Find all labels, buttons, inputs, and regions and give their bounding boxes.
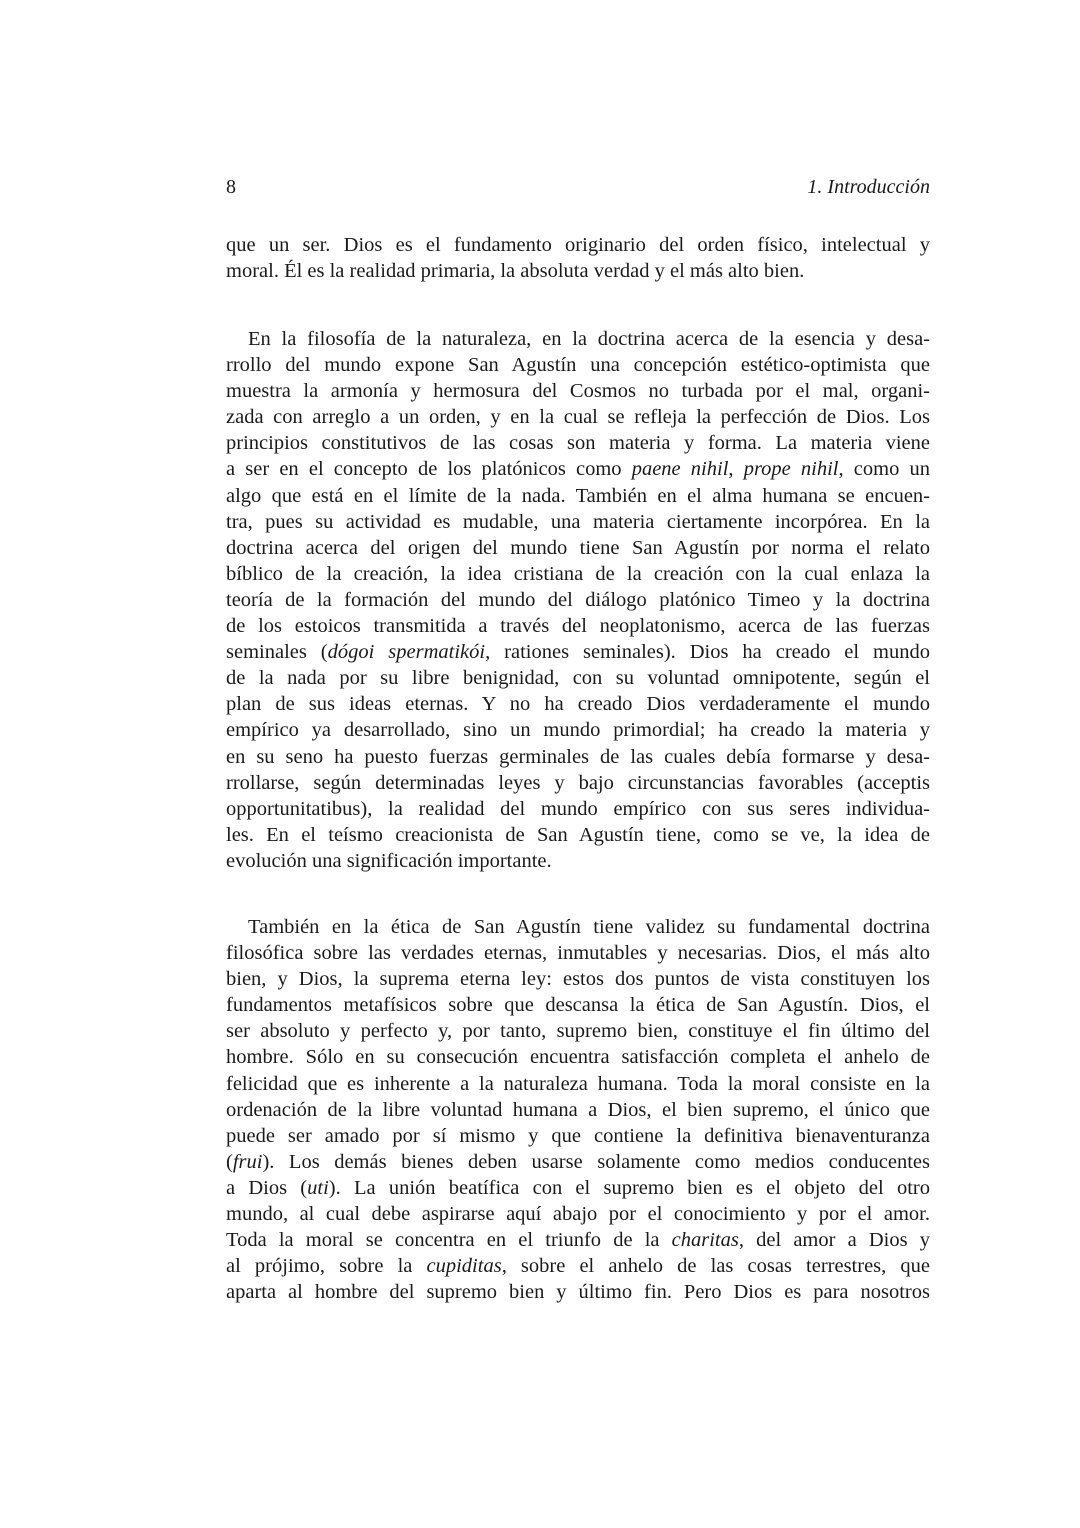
text-line — [226, 966, 930, 992]
text-run: ordenación de la libre voluntad humana a Dios, el bien supremo, el único que — [226, 1098, 930, 1121]
text-line — [226, 1097, 930, 1123]
text-run: de la nada por su libre benignidad, con su voluntad omnipotente, según el — [226, 667, 930, 690]
text-run: En la filosofía de la naturaleza, en la doctrina acerca de la esencia y desa- — [248, 328, 930, 350]
text-line — [226, 822, 930, 848]
text-run: ). La unión beatífica con el supremo bien es el objeto del otro — [328, 1176, 930, 1199]
text-run: zada con arreglo a un orden, y en la cual se refleja la perfección de Dios. Los — [226, 406, 930, 429]
text-line — [226, 1253, 930, 1279]
paragraph-continuation — [226, 232, 930, 284]
text-run: bien, y Dios, la suprema eterna ley: estos dos puntos de vista constituyen los — [226, 968, 930, 991]
text-run: seminales ( — [226, 641, 328, 664]
text-line — [226, 258, 930, 284]
text-run: ( — [226, 1150, 233, 1173]
text-line — [226, 509, 930, 535]
text-line — [226, 717, 930, 743]
text-run: empírico ya desarrollado, sino un mundo primordial; ha creado la materia y — [226, 719, 930, 742]
text-line — [226, 378, 930, 404]
text-line — [226, 430, 930, 456]
text-line — [226, 796, 930, 822]
text-line — [226, 483, 930, 509]
text-line — [226, 665, 930, 691]
italic-term: frui — [232, 1150, 263, 1173]
text-line — [226, 326, 930, 352]
text-run: mundo, al cual debe aspirarse aquí abajo por el conocimiento y por el amor. — [226, 1203, 930, 1226]
text-line — [226, 613, 930, 639]
text-run: opportunitatibus), la realidad del mundo empírico con sus seres individua- — [226, 797, 930, 820]
text-line — [226, 1201, 930, 1227]
text-line — [226, 232, 930, 258]
text-run: bíblico de la creación, la idea cristiana de la creación con la cual enlaza la — [226, 562, 930, 585]
text-run: plan de sus ideas eternas. Y no ha creado Dios verdaderamente el mundo — [226, 693, 930, 716]
text-line — [226, 1071, 930, 1097]
text-run: , sobre el anhelo de las cosas terrestres, que — [501, 1255, 930, 1278]
text-run: de los estoicos transmitida a través del neoplatonismo, acerca de las fuerzas — [226, 615, 930, 638]
text-line — [226, 744, 930, 770]
text-run: moral. Él es la realidad primaria, la absoluta verdad y el más alto bien. — [226, 260, 805, 283]
text-run: puede ser amado por sí mismo y que contiene la definitiva bienaventuranza — [226, 1124, 930, 1147]
text-run: teoría de la formación del mundo del diálogo platónico Timeo y la doctrina — [226, 588, 930, 611]
italic-term: dógoi spermatikói — [327, 641, 486, 664]
text-line — [226, 1175, 930, 1201]
text-line — [226, 1123, 930, 1149]
running-title: 1. Introducción — [807, 176, 930, 198]
text-run: a ser en el concepto de los platónicos como — [226, 458, 632, 481]
paragraph-ethics — [226, 914, 930, 1305]
italic-term: prope nihil — [743, 458, 839, 481]
text-line — [226, 770, 930, 796]
text-run: les. En el teísmo creacionista de San Agustín tiene, como se ve, la idea de — [226, 823, 930, 846]
text-line — [226, 1149, 930, 1175]
text-line — [226, 691, 930, 717]
text-run: felicidad que es inherente a la naturaleza humana. Toda la moral consiste en la — [226, 1072, 930, 1095]
text-run: , como un — [838, 458, 931, 481]
text-line — [226, 535, 930, 561]
text-line — [226, 992, 930, 1018]
text-run: tra, pues su actividad es mudable, una materia ciertamente incorpórea. En la — [226, 510, 930, 533]
text-run: al prójimo, sobre la — [226, 1255, 427, 1278]
text-line — [226, 1227, 930, 1253]
text-line — [226, 639, 930, 665]
paragraph-natural-philosophy — [226, 326, 930, 874]
text-line — [226, 456, 930, 482]
italic-term: paene nihil — [631, 458, 729, 481]
text-run: , del amor a Dios y — [738, 1229, 930, 1252]
text-run: aparta al hombre del supremo bien y último fin. Pero Dios es para nosotros — [226, 1281, 930, 1304]
text-run: a Dios ( — [226, 1176, 308, 1199]
page-number: 8 — [226, 176, 236, 198]
text-run: ser absoluto y perfecto y, por tanto, supremo bien, constituye el fin último del — [226, 1020, 930, 1043]
text-run: Toda la moral se concentra en el triunfo de la — [226, 1229, 672, 1252]
text-run: principios constitutivos de las cosas son materia y forma. La materia viene — [226, 432, 930, 455]
text-run: rrollarse, según determinadas leyes y bajo circunstancias favorables (acceptis — [226, 771, 930, 794]
text-run: muestra la armonía y hermosura del Cosmos no turbada por el mal, organi- — [226, 380, 930, 403]
text-run: doctrina acerca del origen del mundo tiene San Agustín por norma el relato — [226, 536, 930, 559]
text-run: que un ser. Dios es el fundamento originario del orden físico, intelectual y — [226, 234, 930, 256]
text-line — [226, 940, 930, 966]
text-line — [226, 352, 930, 378]
text-line — [226, 404, 930, 430]
text-run: en su seno ha puesto fuerzas germinales de las cuales debía formarse y desa- — [226, 745, 930, 768]
text-run: evolución una significación importante. — [226, 849, 552, 872]
text-run: filosófica sobre las verdades eternas, inmutables y necesarias. Dios, el más alto — [226, 942, 930, 965]
text-line — [226, 1018, 930, 1044]
text-run: , — [728, 458, 744, 481]
text-line — [226, 1279, 930, 1305]
text-run: ). Los demás bienes deben usarse solamente como medios conducentes — [262, 1150, 930, 1173]
text-line — [226, 914, 930, 940]
text-run: algo que está en el límite de la nada. También en el alma humana se encuen- — [226, 484, 930, 507]
text-run: También en la ética de San Agustín tiene validez su fundamental doctrina — [248, 916, 930, 938]
text-line — [226, 848, 930, 874]
italic-term: uti — [307, 1176, 329, 1199]
text-line — [226, 1044, 930, 1070]
text-run: fundamentos metafísicos sobre que descansa la ética de San Agustín. Dios, el — [226, 994, 930, 1017]
text-line — [226, 561, 930, 587]
text-run: rrollo del mundo expone San Agustín una concepción estético-optimista que — [226, 354, 930, 377]
italic-term: cupiditas — [426, 1255, 502, 1278]
text-run: hombre. Sólo en su consecución encuentra satisfacción completa el anhelo de — [226, 1046, 930, 1069]
text-line — [226, 587, 930, 613]
text-run: , rationes seminales). Dios ha creado el mundo — [485, 641, 930, 664]
italic-term: charitas — [671, 1229, 739, 1252]
